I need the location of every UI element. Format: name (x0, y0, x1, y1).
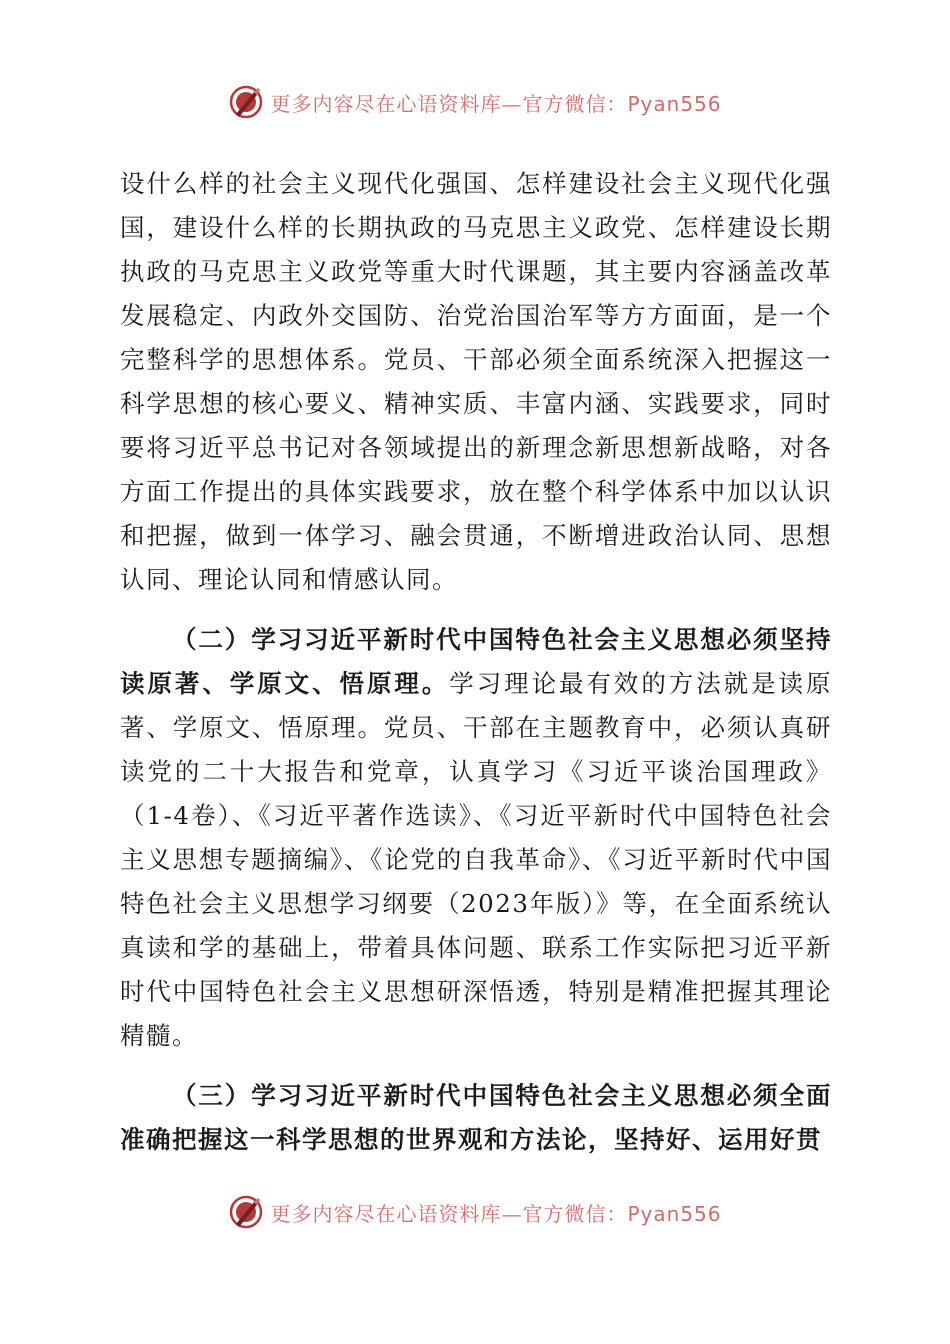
paragraph-section-2 (120, 618, 832, 1058)
section-2-heading: （二）学习习近平新时代中国特色社会主义思想必须坚持读原著、学原文、悟原理。 (120, 625, 832, 698)
document-body (120, 162, 832, 1162)
paragraph-continued: 设什么样的社会主义现代化强国、怎样建设社会主义现代化强国，建设什么样的长期执政的马克思主义政党、怎样建设长期执政的马克思主义政党等重大时代课题，其主要内容涵盖改革发展稳定、内政外交国防、治党治国治军等方方面面，是一个完整科学的思想体系。党员、干部必须全面系统深入把握这一科学思想的核心要义、精神实质、丰富内涵、实践要求，同时要将习近平总书记对各领域提出的新理念新思想新战略，对各方面工作提出的具体实践要求，放在整个科学体系中加以认识和把握，做到一体学习、融会贯通，不断增进政治认同、思想认同、理论认同和情感认同。 (120, 169, 832, 594)
section-2-body: 学习理论最有效的方法就是读原著、学原文、悟原理。党员、干部在主题教育中，必须认真研读党的二十大报告和党章，认真学习《习近平谈治国理政》（1-4卷）、《习近平著作选读》、《习近平新时代中国特色社会主义思想专题摘编》、《论党的自我革命》、《习近平新时代中国特色社会主义思想学习纲要（2023年版）》等，在全面系统认真读和学的基础上，带着具体问题、联系工作实际把习近平新时代中国特色社会主义思想研深悟透，特别是精准把握其理论精髓。 (120, 669, 832, 1050)
banner-text: 更多内容尽在心语资料库—官方微信：Pyan556 (270, 1201, 722, 1226)
pen-seal-icon (228, 1194, 264, 1230)
section-3-heading: （三）学习习近平新时代中国特色社会主义思想必须全面准确把握这一科学思想的世界观和方法论，坚持好、运用好贯 (120, 1081, 832, 1154)
pen-seal-icon (228, 84, 264, 120)
header-banner (0, 82, 950, 122)
footer-banner (0, 1192, 950, 1232)
banner-text: 更多内容尽在心语资料库—官方微信：Pyan556 (270, 91, 722, 116)
